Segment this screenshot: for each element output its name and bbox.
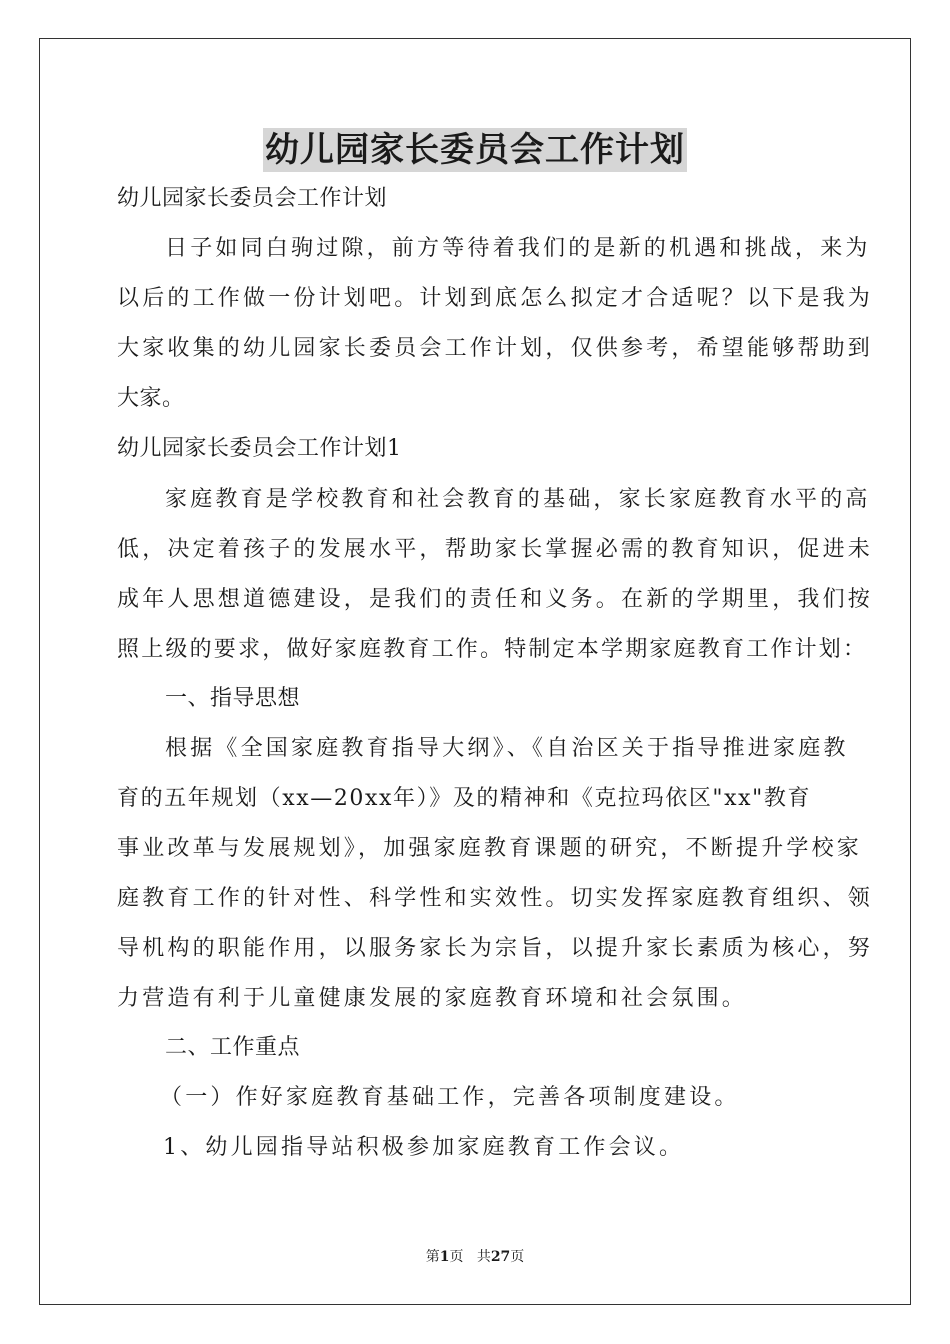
paragraph-line: 事业改革与发展规划》，加强家庭教育课题的研究，不断提升学校家 [117, 836, 863, 861]
list-item: 1、幼儿园指导站积极参加家庭教育工作会议。 [163, 1135, 685, 1160]
title-container [0, 128, 950, 172]
total-unit: 页 [510, 1249, 525, 1265]
paragraph-line: 低，决定着孩子的发展水平，帮助家长掌握必需的教育知识，促进未 [117, 537, 874, 562]
page-current: 1 [439, 1249, 450, 1265]
section-heading: 一、指导思想 [165, 686, 301, 711]
paragraph-line: 根据《全国家庭教育指导大纲》、《自治区关于指导推进家庭教 [165, 736, 849, 761]
page-label: 第 [425, 1249, 440, 1265]
page-total: 27 [490, 1249, 511, 1265]
paragraph-line: 家庭教育是学校教育和社会教育的基础，家长家庭教育水平的高 [165, 487, 871, 512]
paragraph-line: 导机构的职能作用，以服务家长为宗旨，以提升家长素质为核心，努 [117, 936, 874, 961]
paragraph-line: 日子如同白驹过隙，前方等待着我们的是新的机遇和挑战，来为 [165, 236, 871, 261]
paragraph-line: 以后的工作做一份计划吧。计划到底怎么拟定才合适呢？以下是我为 [117, 286, 874, 311]
page-unit: 页 [449, 1249, 464, 1265]
document-title: 幼儿园家长委员会工作计划 [265, 130, 685, 170]
page-footer [0, 1247, 950, 1267]
paragraph-line: 育的五年规划（xx—20xx年）》及的精神和《克拉玛依区"xx"教育 [117, 786, 812, 811]
page-border [39, 38, 911, 1305]
paragraph-line: 照上级的要求，做好家庭教育工作。特制定本学期家庭教育工作计划： [117, 637, 868, 662]
subsection-heading: （一）作好家庭教育基础工作，完善各项制度建设。 [160, 1085, 740, 1110]
total-label: 共 [476, 1249, 491, 1265]
paragraph-line: 力营造有利于儿童健康发展的家庭教育环境和社会氛围。 [117, 986, 748, 1011]
paragraph-line: 庭教育工作的针对性、科学性和实效性。切实发挥家庭教育组织、领 [117, 886, 874, 911]
paragraph-line: 大家收集的幼儿园家长委员会工作计划，仅供参考，希望能够帮助到 [117, 336, 874, 361]
section-heading: 幼儿园家长委员会工作计划1 [117, 436, 402, 461]
paragraph-line: 大家。 [117, 386, 185, 411]
paragraph-line: 成年人思想道德建设，是我们的责任和义务。在新的学期里，我们按 [117, 587, 874, 612]
section-heading: 二、工作重点 [165, 1035, 301, 1060]
subtitle-line: 幼儿园家长委员会工作计划 [117, 186, 388, 211]
